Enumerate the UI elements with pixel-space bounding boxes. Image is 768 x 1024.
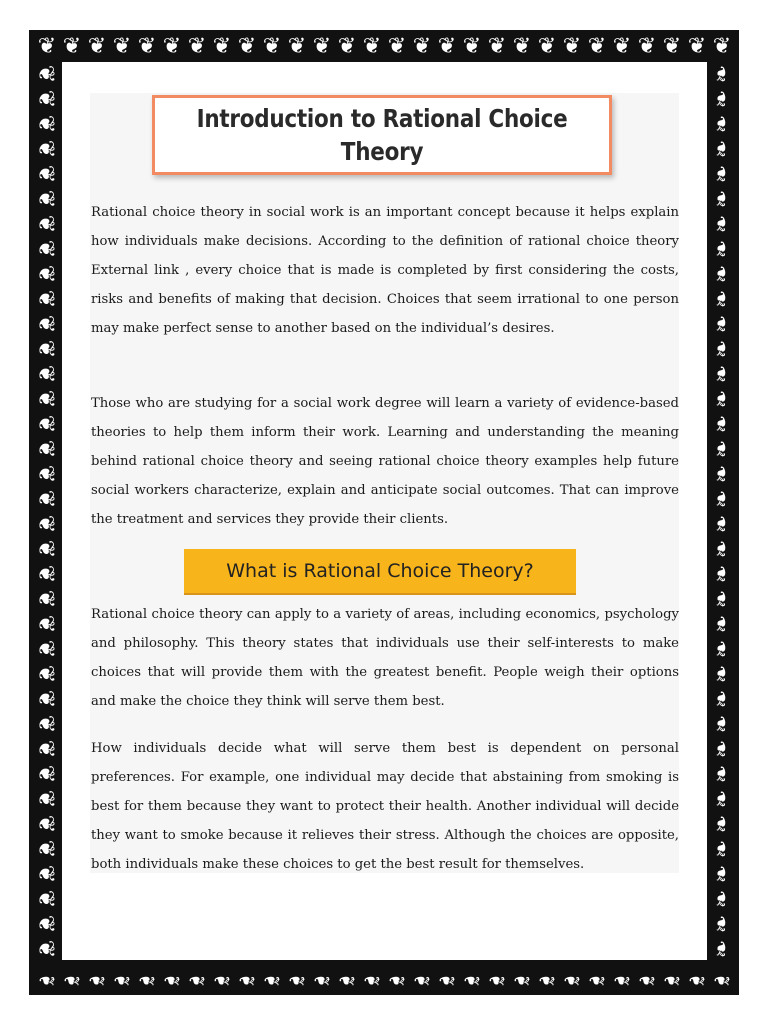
heart-vine-icon: ❧ (710, 489, 735, 509)
heart-vine-icon: ❧ (710, 689, 735, 709)
heart-vine-icon: ❦ (37, 34, 57, 59)
heart-vine-icon: ❧ (710, 114, 735, 134)
heart-vine-icon: ❧ (687, 967, 707, 992)
heart-vine-icon: ❦ (637, 34, 657, 59)
heart-vine-icon: ❦ (33, 439, 58, 459)
heart-vine-icon: ❦ (33, 864, 58, 884)
heart-vine-icon: ❦ (33, 489, 58, 509)
heart-vine-icon: ❧ (710, 239, 735, 259)
heart-vine-icon: ❧ (612, 967, 632, 992)
heart-vine-icon: ❧ (562, 967, 582, 992)
heart-vine-icon: ❦ (33, 939, 58, 959)
heart-vine-icon: ❦ (33, 239, 58, 259)
heart-vine-icon: ❧ (710, 539, 735, 559)
heart-vine-icon: ❧ (710, 339, 735, 359)
heart-vine-icon: ❦ (33, 614, 58, 634)
heart-vine-icon: ❦ (33, 639, 58, 659)
heart-vine-icon: ❧ (637, 967, 657, 992)
heart-vine-icon: ❧ (237, 967, 257, 992)
heart-vine-icon: ❧ (412, 967, 432, 992)
heart-vine-icon: ❦ (33, 789, 58, 809)
heart-vine-icon: ❦ (33, 364, 58, 384)
heart-vine-icon: ❦ (33, 814, 58, 834)
paragraph-intro-1: Rational choice theory in social work is an important concept because it helps explain how individuals make decisions. According to the definition of rational choice theory External link , every choice that is made is completed by first considering the costs, risks and benefits of making that decision. Choices that seem irrational to one person may make perfect sense to another based on the individual’s desires. (91, 205, 679, 336)
heart-vine-icon: ❦ (487, 34, 507, 59)
heart-vine-icon: ❧ (587, 967, 607, 992)
heart-vine-icon: ❦ (33, 89, 58, 109)
heart-vine-icon: ❦ (33, 414, 58, 434)
heart-vine-icon: ❧ (710, 564, 735, 584)
heart-vine-icon: ❦ (612, 34, 632, 59)
heart-vine-icon: ❧ (710, 464, 735, 484)
heart-vine-icon: ❦ (33, 764, 58, 784)
heart-vine-icon: ❦ (687, 34, 707, 59)
heart-vine-icon: ❧ (512, 967, 532, 992)
heart-vine-icon: ❦ (33, 139, 58, 159)
heart-vine-icon: ❦ (412, 34, 432, 59)
heart-vine-icon: ❧ (187, 967, 207, 992)
heart-vine-icon: ❧ (710, 89, 735, 109)
heart-vine-icon: ❧ (112, 967, 132, 992)
heart-vine-icon: ❧ (710, 739, 735, 759)
heart-vine-icon: ❧ (710, 289, 735, 309)
heart-vine-icon: ❦ (33, 264, 58, 284)
heart-vine-icon: ❧ (710, 364, 735, 384)
heart-vine-icon: ❦ (33, 689, 58, 709)
heart-vine-icon: ❧ (387, 967, 407, 992)
heart-vine-icon: ❧ (710, 389, 735, 409)
heart-vine-icon: ❦ (712, 34, 732, 59)
heart-vine-icon: ❧ (487, 967, 507, 992)
heart-vine-icon: ❦ (33, 189, 58, 209)
heart-vine-icon: ❦ (33, 464, 58, 484)
heart-vine-icon: ❧ (710, 414, 735, 434)
heart-vine-icon: ❧ (162, 967, 182, 992)
heart-vine-icon: ❦ (33, 214, 58, 234)
heart-vine-icon: ❦ (33, 739, 58, 759)
heart-vine-icon: ❧ (710, 839, 735, 859)
heart-vine-icon: ❧ (712, 967, 732, 992)
heart-vine-icon: ❧ (337, 967, 357, 992)
heart-vine-icon: ❧ (710, 664, 735, 684)
heart-vine-icon: ❧ (262, 967, 282, 992)
paragraph-section-1: Rational choice theory can apply to a variety of areas, including economics, psychology and philosophy. This theory states that individuals use their self-interests to make choices that will provide them with the greatest benefit. People weigh their options and make the choice they think will serve them best. (91, 607, 679, 709)
heart-vine-icon: ❧ (710, 189, 735, 209)
heart-vine-icon: ❧ (87, 967, 107, 992)
heart-vine-icon: ❧ (662, 967, 682, 992)
heart-vine-icon: ❦ (33, 539, 58, 559)
heart-vine-icon: ❦ (33, 889, 58, 909)
paragraph-section-2: How individuals decide what will serve them best is dependent on personal preferences. For example, one individual may decide that abstaining from smoking is best for them because they want to protect their health. Another individual will decide they want to smoke because it relieves their stress. Although the choices are opposite, both individuals make these choices to get the best result for themselves. (91, 741, 679, 872)
heart-vine-icon: ❦ (33, 514, 58, 534)
heart-vine-icon: ❦ (33, 839, 58, 859)
heart-vine-icon: ❦ (33, 164, 58, 184)
heart-vine-icon: ❧ (137, 967, 157, 992)
heart-vine-icon: ❦ (437, 34, 457, 59)
heart-vine-icon: ❦ (237, 34, 257, 59)
heart-vine-icon: ❦ (262, 34, 282, 59)
heart-vine-icon: ❦ (33, 389, 58, 409)
heart-vine-icon: ❦ (462, 34, 482, 59)
heart-vine-icon: ❦ (212, 34, 232, 59)
heart-vine-icon: ❦ (33, 564, 58, 584)
heart-vine-icon: ❧ (287, 967, 307, 992)
heart-vine-icon: ❧ (362, 967, 382, 992)
heart-vine-icon: ❦ (112, 34, 132, 59)
heart-vine-icon: ❦ (33, 64, 58, 84)
heart-vine-icon: ❧ (710, 214, 735, 234)
heart-vine-icon: ❧ (710, 264, 735, 284)
heart-vine-icon: ❦ (33, 114, 58, 134)
heart-vine-icon: ❧ (710, 614, 735, 634)
heart-vine-icon: ❧ (37, 967, 57, 992)
heart-vine-icon: ❦ (137, 34, 157, 59)
heart-vine-icon: ❦ (512, 34, 532, 59)
heart-vine-icon: ❧ (710, 789, 735, 809)
heart-vine-icon: ❧ (212, 967, 232, 992)
heart-vine-icon: ❦ (362, 34, 382, 59)
heart-vine-icon: ❦ (33, 714, 58, 734)
heart-vine-icon: ❦ (33, 589, 58, 609)
heart-vine-icon: ❦ (33, 914, 58, 934)
heart-vine-icon: ❦ (33, 664, 58, 684)
heart-vine-icon: ❧ (462, 967, 482, 992)
heart-vine-icon: ❦ (62, 34, 82, 59)
heart-vine-icon: ❦ (287, 34, 307, 59)
title-box (152, 95, 612, 175)
heart-vine-icon: ❧ (710, 764, 735, 784)
heart-vine-icon: ❧ (710, 889, 735, 909)
heart-vine-icon: ❧ (62, 967, 82, 992)
heart-vine-icon: ❧ (710, 914, 735, 934)
heart-vine-icon: ❧ (710, 164, 735, 184)
heart-vine-icon: ❦ (662, 34, 682, 59)
heart-vine-icon: ❦ (562, 34, 582, 59)
heart-vine-icon: ❧ (710, 439, 735, 459)
heart-vine-icon: ❧ (710, 64, 735, 84)
heart-vine-icon: ❦ (87, 34, 107, 59)
heart-vine-icon: ❧ (710, 714, 735, 734)
heart-vine-icon: ❧ (710, 939, 735, 959)
page-title: Introduction to Rational Choice Theory (196, 104, 568, 166)
heart-vine-icon: ❦ (33, 339, 58, 359)
paragraph-intro-2: Those who are studying for a social work degree will learn a variety of evidence-based theories to help them inform their work. Learning and understanding the meaning behind rational choice theory and seeing rational choice theory examples help future social workers characterize, explain and anticipate social outcomes. That can improve the treatment and services they provide their clients. (91, 396, 679, 527)
heart-vine-icon: ❧ (710, 589, 735, 609)
heart-vine-icon: ❦ (387, 34, 407, 59)
heart-vine-icon: ❦ (187, 34, 207, 59)
heart-vine-icon: ❧ (437, 967, 457, 992)
heart-vine-icon: ❦ (312, 34, 332, 59)
heart-vine-icon: ❧ (710, 314, 735, 334)
heart-vine-icon: ❦ (337, 34, 357, 59)
heart-vine-icon: ❧ (710, 639, 735, 659)
heart-vine-icon: ❦ (33, 289, 58, 309)
section-heading: What is Rational Choice Theory? (184, 549, 576, 595)
heart-vine-icon: ❦ (587, 34, 607, 59)
heart-vine-icon: ❧ (537, 967, 557, 992)
heart-vine-icon: ❦ (33, 314, 58, 334)
heart-vine-icon: ❦ (162, 34, 182, 59)
heart-vine-icon: ❧ (710, 514, 735, 534)
heart-vine-icon: ❧ (710, 864, 735, 884)
heart-vine-icon: ❧ (312, 967, 332, 992)
heart-vine-icon: ❧ (710, 814, 735, 834)
heart-vine-icon: ❦ (537, 34, 557, 59)
heart-vine-icon: ❧ (710, 139, 735, 159)
